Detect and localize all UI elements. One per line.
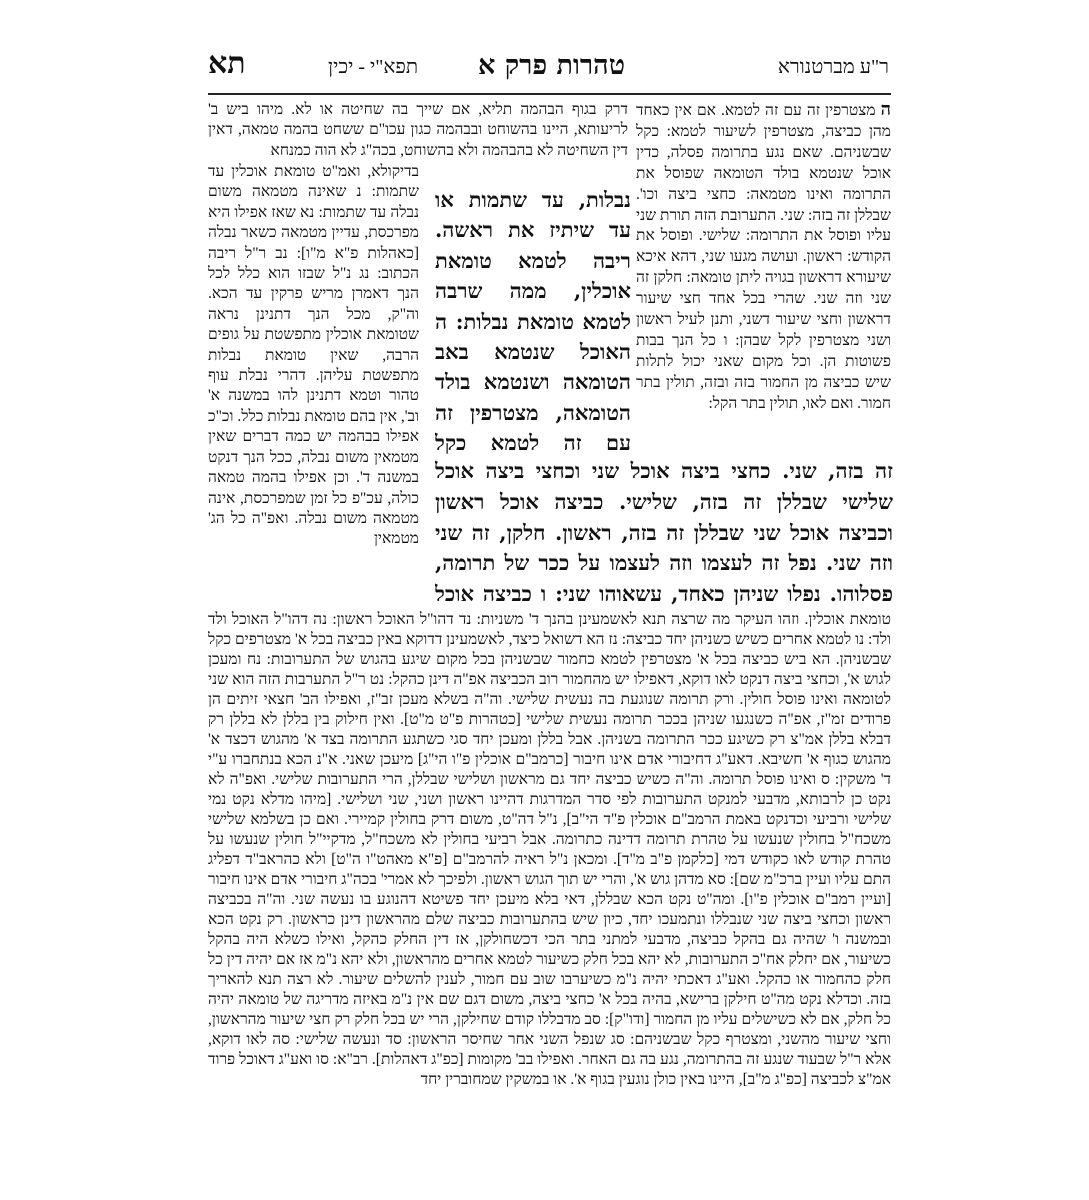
bartenura-lead-letter: ה [880,100,891,120]
folio-number: תא [208,46,246,81]
page-title: טהרות פרק א [478,50,626,81]
mishna-text-column: נבלות, עד שתמות או עד שיתיז את ראשה. ריבה לטמא טומאת אוכלין, ממה שרבה לטמא טומאת נבלות: ה האוכל שנטמא באב הטומאה ושנטמא בולד הטומאה, מצטרפין זה עם זה לטמא כקל [435,187,631,456]
bartenura-text: מצטרפין זה עם זה לטמא. אם אין כאחד מהן כביצה, מצטרפין לשיעור לטמא: כקל שבשניהם. שאם נגע בתרומה פסלה, כדין אוכל שנטמא בולד הטומאה שפוסל את התרומה ואינו מטמאה: כחצי ביצה וכו'. שבללן זה בזה: שני. התערובת הזה תורת שני עליו ופוסל את התרומה: שלישי. ופוסל את הקודש: ראשון. ועושה מגעו שני, דהא איכא שיעורא דראשון בגויה ליתן טומאה: חלקן זה שני וזה שני. שהרי בכל אחד חצי שיעור דראשון וחצי שיעור דשני, ותנן לעיל ראשון ושני מצטרפין לקל שבהן: ו כל הנך בבות פשוטות הן. וכל מקום שאני יכול לתלות שיש כביצה מן החמור בזה ובזה, תולין בתר חמור. ואם לאו, תולין בתר הקל: [636,102,891,412]
tiferet-yisrael-side: בדיקולא, ואמ"ט טומאת אוכלין עד שתמות: נ שאינה מטמאה משום נבלה עד שתמות: נא שאז אפילו היא מפרכסת, עדיין מטמאה כשאר נבלה [כאהלות פ"א מ"ו]: נב ר"ל ריבה הכתוב: נג נ"ל שבזו הוא כלל לכל הנך דאמרן מריש פרקין עד הכא. וה"ק, מכל הנך דתנינן נראה שטומאת אוכלין מתפשטת על גופים הרבה, שאין טומאת נבלות מתפשטת עליהן. דהרי נבלת עוף טהור וטמא דתנינן להו במשנה א' וב', אין בהם טומאת נבלות כלל. וכ"כ אפילו בבהמה יש כמה דברים שאין מטמאין משום נבלה, ככל הנך דנקט במשנה ד'. וכן אפילו בהמה טמאה כולה, עכ"פ כל זמן שמפרכסת, אינה מטמאה משום נבלה. ואפ"ה כל הג' מטמאין [208,163,419,548]
right-running-title: ר"ע מברטנורא [777,56,889,78]
header-rule [208,93,891,95]
tiferet-yisrael-top: דרק בגוף הבהמה תליא, אם שייך בה שחיטה או לא. מיהו ביש ב' לריעותא, היינו בהשוחט ובבהמה כגון עכו"ם ששחט בהמה טמאה, דאין דין השחיטה לא בהבהמה ולא בהשוחט, בכה"ג לא הוה כמנחא [208,101,628,159]
bartenura-commentary [636,100,891,446]
tiferet-yisrael-bottom: טומאת אוכלין. וזהו העיקר מה שרצה תנא לאשמעינן בהנך ד' משניות: נד דהו"ל האוכל ראשון: נה דהו"ל האוכל ולד ולד: נו לטמא אחרים כשיש כשניהן יחד כביצה: נז הא דשואל כיצד, לאשמעינן דדוקא באין כביצה בכל א' מצטרפים כקל שבשניהן. הא ביש כביצה בכל א' מצטרפין לטמא כחמור שבשניהן בכל מקום שיגע בהגוש של התערובות: נח ומעכן לגוש א', וכחצי ביצה דנקט לאו דוקא, דאפילו יש מהחמור רוב הכביצה אפ"ה דינן כהקל: נט ר"ל התערבות הזה הוא שני לטומאה ואינו פוסל חולין. ורק תרומה שנוגעת בה נעשית שלישי. וה"ה בשלא מעכן זב"ז, ואפילו הב' חצאי זיתים הן פרודים זמ"ז, אפ"ה כשנגעו שניהן בככר תרומה נעשית שלישי [כטהרות פ"ט מ"ט]. ואין חילוק בין בללן לא בללן רק דבלא בללן אמ"צ רק כשיגע ככר התרומה בשניהן. אבל בללן ומעכן יחד סגי כשתגע התרומה בצד א' מהגוש דכצד א' מהגוש כגוף א' חשיבא. דאע"ג דחיבורי אדם אינו חיבור [כרמב"ם אוכלין פ"ו הי"ג] מיעכן שאני. א"נ הכא בנתחברו ע"י ד' משקין: ס ואינו פוסל תרומה. וה"ה כשיש כביצה יחד גם מראשון ושלישי שבללן, הרי התערובות שלישי. ואפ"ה לא נקט כן לרבותא, מדבעי למנקט התערובות לפי סדר המדרגות דהיינו ראשון ושני, שני ושלישי. [מיהו מדלא נקט נמי שלישי ורביעי וכדנקט באמת הרמב"ם אוכלין פ"ד הי"ב], נ"ל דה"ט, משום דרק בחולין קמיירי. ואם כן בשלמא שלישי משכח"ל בחולין שנעשו על טהרת תרומה דדינה כתרומה. אבל רביעי בחולין לא משכח"ל, מדקיי"ל חולין שנעשו על טהרת קודש לאו כקודש דמי [כלקמן פ"ב מ"ד]. ומכאן נ"ל ראיה להרמב"ם [פ"א מאהט"ו ה"ט] ולא כהראב"ד דפליג התם עליו ועיין ברכ"מ שם]: סא מדהן גוש א', והרי יש תוך הגוש ראשון. ולפיכך לא אמרי' בכה"ג חיבורי אדם אינו חיבור [ועיין רמב"ם אוכלין פ"ו]. ומה"ט נקט הכא שבללן, דאי בלא מיעכן יחד פשיטא דהנוגע בו נעשה שני. וה"ה בכביצה ראשון וכחצי ביצה שני שנבללו ונתמעכו יחד, כיון שיש בהתערובות כביצה שלם מהראשון דינן כראשון. רק נקט הכא ובמשנה ו' שהיה גם בהקל כביצה, מדבעי למתני בתר הכי דכשחולקן, אז דין החלק כהקל, ואילו כשלא היה בהקל כשיעור, אם יחלק אח"כ התערובות, לא יהא בכל חלק כשיעור לטמא אחרים מהראשון, ולא יהא נ"מ אז אם יהיה דין כל חלק כהחמור או כהקל. ואע"ג דאכתי יהיה נ"מ כשיערבו שוב עם חמור, לענין להשלים שיעור. לא רצה תנא להאריך בזה. וכדלא נקט מה"ט חילקן ברישא, בהיה בכל א' כחצי ביצה, משום דגם שם אין נ"מ באיזה מדריגה של טומאה יהיה כל חלק, אם לא כשישלים עליו מן החמור [ודו"ק]: סב מדבללו קודם שחילקן, הרי יש בכל חלק רק חצי שיעור מהראשון, וחצי שיעור מהשני, ומצטרף כקל שבשניהם: סג שנפל השני אחר שחיסר הראשון: סד ונעשה שלישי: סה לאו דוקא, אלא ר"ל שבעוד שנגע זה בהתרומה, נגע בה גם האחר. ואפילו בב' מקומות [כפ"ג דאהלות]. רב"א: סו ואע"ג דאוכל פרוד אמ"צ לכביצה [כפ"ג מ"ב], היינו באין כולן נוגעין בגוף א'. או במשקין שמחוברין יחד [208,611,891,1088]
left-running-title: תפא"י - יכין [328,56,419,78]
mishna-text-wide: זה בזה, שני. כחצי ביצה אוכל שני וכחצי ביצה אוכל שלישי שבללן זה בזה, שלישי. כביצה אוכל ראשון וכביצה אוכל שני שבללן זה בזה, ראשון. חלקן, זה שני וזה שני. נפל זה לעצמו וזה לעצמו על ככר של תרומה, פסלוהו. נפלו שניהן כאחד, עשאוהו שני: ו כביצה אוכל [435,458,893,607]
